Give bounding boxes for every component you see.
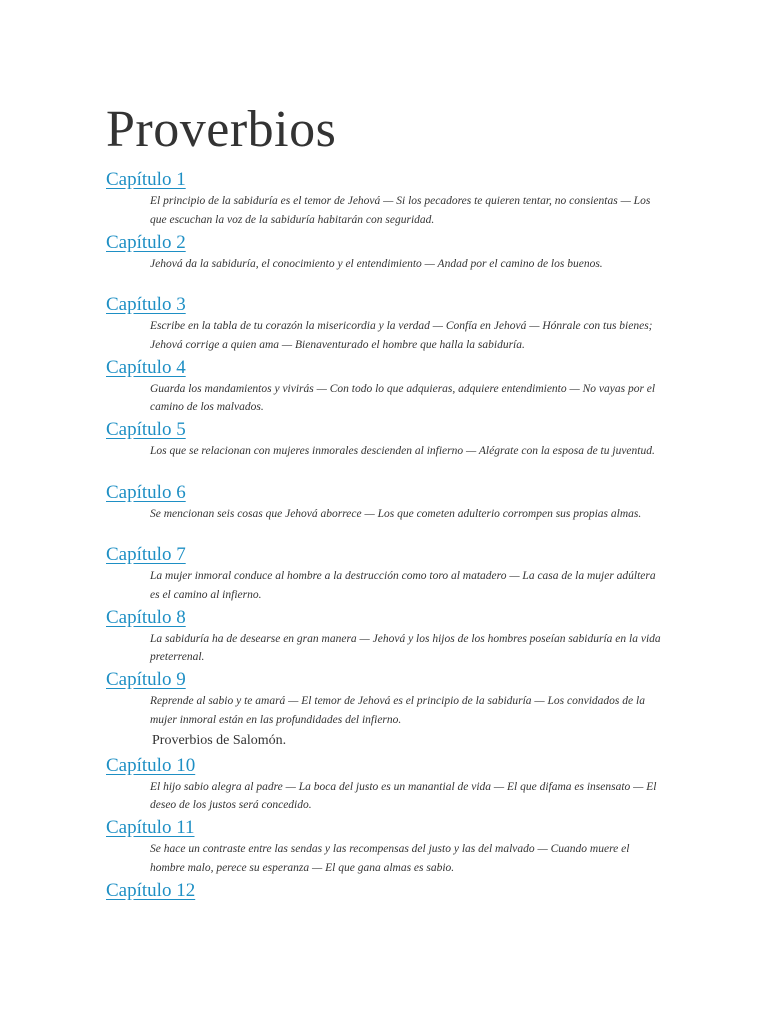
chapter-entry-11 <box>106 816 666 879</box>
chapter-link-5[interactable]: Capítulo 5 <box>106 419 186 440</box>
chapter-summary-6: Se mencionan seis cosas que Jehová aborrece — Los que cometen adulterio corrompen sus propias almas. <box>150 507 642 520</box>
chapter-link-3[interactable]: Capítulo 3 <box>106 294 186 315</box>
chapter-entry-12 <box>106 879 666 903</box>
chapter-summary-5: Los que se relacionan con mujeres inmorales descienden al infierno — Alégrate con la esposa de tu juventud. <box>150 445 655 457</box>
chapter-entry-3 <box>106 293 666 356</box>
chapter-link-4[interactable]: Capítulo 4 <box>106 356 186 378</box>
chapter-intro-10: Proverbios de Salomón. <box>152 732 287 748</box>
chapter-summary-8: La sabiduría ha de desearse en gran manera — Jehová y los hijos de los hombres poseían sabiduría en la vida preterrenal. <box>150 632 661 663</box>
chapter-entry-8 <box>106 606 666 669</box>
chapter-entry-7 <box>106 543 666 606</box>
chapter-summary-3: Escribe en la tabla de tu corazón la misericordia y la verdad — Confía en Jehová — Hónrale con tus bienes; Jehová corrige a quien ama — Bienaventurado el hombre que halla la sabiduría. <box>150 320 653 351</box>
chapter-entry-9 <box>106 668 666 731</box>
chapter-entry-6 <box>106 481 666 544</box>
chapter-link-8[interactable]: Capítulo 8 <box>106 606 186 628</box>
chapter-summary-10: El hijo sabio alegra al padre — La boca del justo es un manantial de vida — El que difama es insensato — El deseo de los justos será concedido. <box>150 780 657 811</box>
chapter-link-12[interactable]: Capítulo 12 <box>106 879 196 901</box>
chapter-link-9[interactable]: Capítulo 9 <box>106 669 186 690</box>
book-title: Proverbios <box>106 101 337 158</box>
chapter-link-7[interactable]: Capítulo 7 <box>106 544 186 565</box>
chapter-entry-4 <box>106 356 666 419</box>
chapter-link-1[interactable]: Capítulo 1 <box>106 169 186 190</box>
chapter-entry-1 <box>106 168 666 231</box>
chapter-entry-5 <box>106 418 666 481</box>
chapter-summary-1: El principio de la sabiduría es el temor de Jehová — Si los pecadores te quieren tentar, no consientas — Los que escuchan la voz de la sabiduría habitarán con seguridad. <box>150 195 651 226</box>
chapter-summary-2: Jehová da la sabiduría, el conocimiento y el entendimiento — Andad por el camino de los buenos. <box>150 257 603 270</box>
chapter-link-2[interactable]: Capítulo 2 <box>106 231 186 253</box>
chapter-summary-7: La mujer inmoral conduce al hombre a la destrucción como toro al matadero — La casa de la mujer adúltera es el camino al infierno. <box>150 570 656 601</box>
chapter-entry-10 <box>106 731 666 817</box>
chapter-summary-9: Reprende al sabio y te amará — El temor de Jehová es el principio de la sabiduría — Los convidados de la mujer inmoral están en las profundidades del infierno. <box>150 695 645 726</box>
chapter-link-6[interactable]: Capítulo 6 <box>106 481 186 503</box>
chapter-link-11[interactable]: Capítulo 11 <box>106 817 195 838</box>
chapter-link-10[interactable]: Capítulo 10 <box>106 754 196 776</box>
chapter-summary-4: Guarda los mandamientos y vivirás — Con todo lo que adquieras, adquiere entendimiento — No vayas por el camino de los malvados. <box>150 382 656 413</box>
chapter-summary-11: Se hace un contraste entre las sendas y las recompensas del justo y las del malvado — Cuando muere el hombre malo, perece su esperanza — El que gana almas es sabio. <box>150 843 630 874</box>
document-page <box>106 98 666 903</box>
chapter-entry-2 <box>106 231 666 294</box>
